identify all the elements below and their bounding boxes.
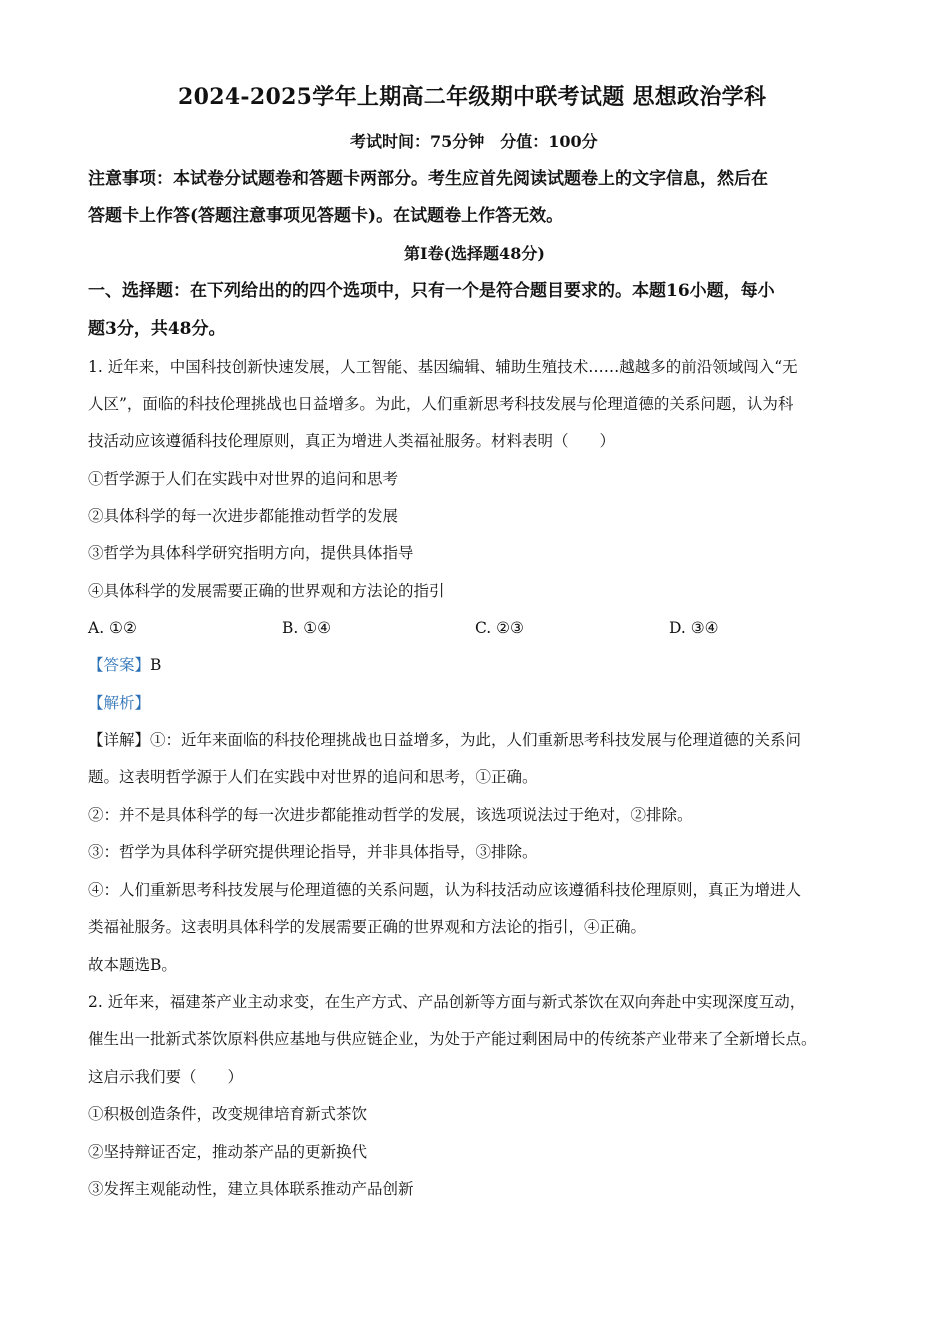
q1-option-c: C. ②③ [475,619,524,637]
q2-item-1: ①积极创造条件，改变规律培育新式茶饮 [88,1105,368,1123]
q1-conclusion: 故本题选B。 [88,956,177,974]
q1-stem-2: 人区”，面临的科技伦理挑战也日益增多。为此，人们重新思考科技发展与伦理道德的关系问题，认为科 [88,395,794,413]
q1-item-3: ③哲学为具体科学研究指明方向，提供具体指导 [88,544,414,562]
q1-stem-3: 技活动应该遵循科技伦理原则，真正为增进人类福祉服务。材料表明（ ） [88,432,616,450]
q1-detail-3: ②：并不是具体科学的每一次进步都能推动哲学的发展，该选项说法过于绝对，②排除。 [88,806,693,824]
q2-item-2: ②坚持辩证否定，推动茶产品的更新换代 [88,1143,368,1161]
q1-detail-4: ③：哲学为具体科学研究提供理论指导，并非具体指导，③排除。 [88,843,538,861]
detail-label: 【详解】 [88,731,151,749]
q1-option-a: A. ①② [88,619,137,637]
volume-heading: 第Ⅰ卷(选择题48分) [404,244,545,263]
answer-value: B [150,656,162,674]
q1-item-4: ④具体科学的发展需要正确的世界观和方法论的指引 [88,582,445,600]
q1-detail-6: 类福祉服务。这表明具体科学的发展需要正确的世界观和方法论的指引，④正确。 [88,918,647,936]
q1-answer [88,654,161,676]
answer-label: 【答案】 [88,656,151,674]
notice-line-1: 注意事项：本试卷分试题卷和答题卡两部分。考生应首先阅读试题卷上的文字信息，然后在 [88,169,768,189]
q1-stem-1: 1. 近年来，中国科技创新快速发展，人工智能、基因编辑、辅助生殖技术……越越多的前沿领域闯入“无 [88,358,798,376]
exam-title: 2024-2025学年上期高二年级期中联考试题 思想政治学科 [178,84,767,110]
notice-line-2: 答题卡上作答(答题注意事项见答题卡)。在试题卷上作答无效。 [88,206,564,226]
q2-item-3: ③发挥主观能动性，建立具体联系推动产品创新 [88,1180,414,1198]
exam-info: 考试时间：75分钟 分值：100分 [350,132,598,151]
q1-option-d: D. ③④ [669,619,719,637]
detail-text-1: ①：近年来面临的科技伦理挑战也日益增多，为此，人们重新思考科技发展与伦理道德的关系问 [150,731,802,749]
q2-stem-3: 这启示我们要（ ） [88,1068,244,1086]
q1-item-2: ②具体科学的每一次进步都能推动哲学的发展 [88,507,399,525]
q2-stem-1: 2. 近年来，福建茶产业主动求变，在生产方式、产品创新等方面与新式茶饮在双向奔赴中实现深度互动， [88,993,806,1011]
q1-detail-2: 题。这表明哲学源于人们在实践中对世界的追问和思考，①正确。 [88,768,538,786]
q1-item-1: ①哲学源于人们在实践中对世界的追问和思考 [88,470,399,488]
q1-option-b: B. ①④ [282,619,332,637]
section-heading-1: 一、选择题：在下列给出的的四个选项中，只有一个是符合题目要求的。本题16小题，每小 [88,281,775,301]
q1-detail-1 [88,729,801,751]
section-heading-2: 题3分，共48分。 [88,319,226,339]
q1-detail-5: ④：人们重新思考科技发展与伦理道德的关系问题，认为科技活动应该遵循科技伦理原则，真正为增进人 [88,881,802,899]
analysis-label: 【解析】 [88,694,151,712]
q2-stem-2: 催生出一批新式茶饮原料供应基地与供应链企业，为处于产能过剩困局中的传统茶产业带来了全新增长点。 [88,1030,817,1048]
